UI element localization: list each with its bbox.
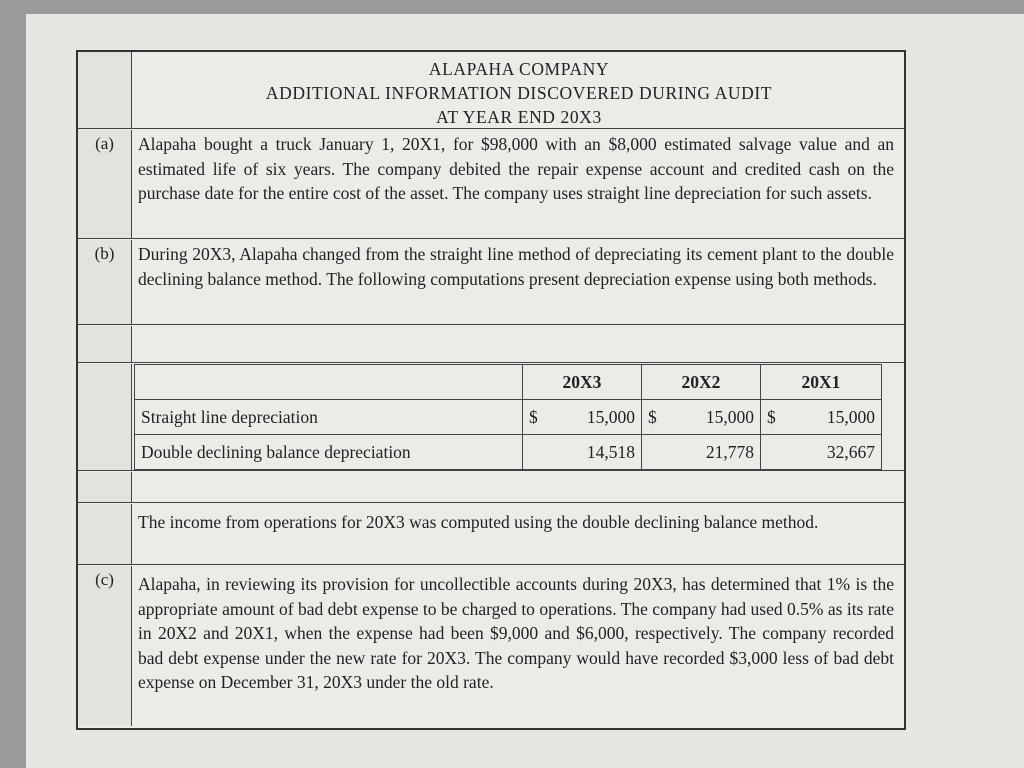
row-label: Straight line depreciation (135, 400, 523, 435)
currency-sign (761, 435, 788, 470)
audit-info-sheet (76, 50, 906, 730)
table-header-blank (135, 365, 523, 400)
value-cell: 15,000 (668, 400, 761, 435)
item-c-row (78, 566, 904, 726)
year-header: 20X3 (523, 365, 642, 400)
sheet-title (134, 52, 904, 128)
value-cell: 14,518 (549, 435, 642, 470)
note-label-cell (78, 504, 132, 564)
table-row (135, 435, 882, 470)
table-label-cell (78, 364, 132, 470)
blank-row-1 (78, 326, 904, 363)
year-header: 20X1 (761, 365, 882, 400)
item-c-text: Alapaha, in reviewing its provision for uncollectible accounts during 20X3, has determined that 1% is the appropriate amount of bad debt expense to be charged to operations. The company had used 0.5% as its rate in 20X2 and 20X1, when the expense had been $9,000 and $6,000, respectively. The company recorded bad debt expense under the new rate for 20X3. The company would have recorded $3,000 less of bad debt expense on December 31, 20X3 under the old rate. (138, 574, 894, 692)
blank-label-cell (78, 326, 132, 362)
currency-sign (642, 435, 669, 470)
value-cell: 15,000 (787, 400, 882, 435)
year-header: 20X2 (642, 365, 761, 400)
item-a-label: (a) (78, 130, 132, 238)
item-a-text: Alapaha bought a truck January 1, 20X1, for $98,000 with an $8,000 estimated salvage value and an estimated life of six years. The company debited the repair expense account and credited cash on the purchase date for the entire cost of the asset. The company uses straight line depreciation for such assets. (138, 134, 894, 203)
note-b-text: The income from operations for 20X3 was computed using the double declining balance method. (138, 512, 819, 532)
title-row (78, 52, 904, 129)
item-c-label: (c) (78, 566, 132, 726)
item-b-text: During 20X3, Alapaha changed from the straight line method of depreciating its cement plant to the double declining balance method. The following computations present depreciation expense using both methods. (138, 244, 894, 289)
value-cell: 32,667 (787, 435, 882, 470)
title-label-cell (78, 52, 132, 128)
currency-sign: $ (523, 400, 550, 435)
item-a-row (78, 130, 904, 239)
currency-sign (523, 435, 550, 470)
depreciation-table (134, 364, 882, 470)
blank-label-cell (78, 472, 132, 502)
value-cell: 15,000 (549, 400, 642, 435)
table-row (135, 400, 882, 435)
depreciation-table-row (78, 364, 904, 471)
item-b-row (78, 240, 904, 325)
note-b-row (78, 504, 904, 565)
sheet-period: AT YEAR END 20X3 (436, 107, 602, 127)
value-cell: 21,778 (668, 435, 761, 470)
currency-sign: $ (761, 400, 788, 435)
row-label: Double declining balance depreciation (135, 435, 523, 470)
currency-sign: $ (642, 400, 669, 435)
sheet-subtitle: ADDITIONAL INFORMATION DISCOVERED DURING AUDIT (265, 83, 773, 103)
company-name: ALAPAHA COMPANY (428, 59, 610, 79)
table-header-row (135, 365, 882, 400)
blank-row-2 (78, 472, 904, 503)
item-b-label: (b) (78, 240, 132, 324)
